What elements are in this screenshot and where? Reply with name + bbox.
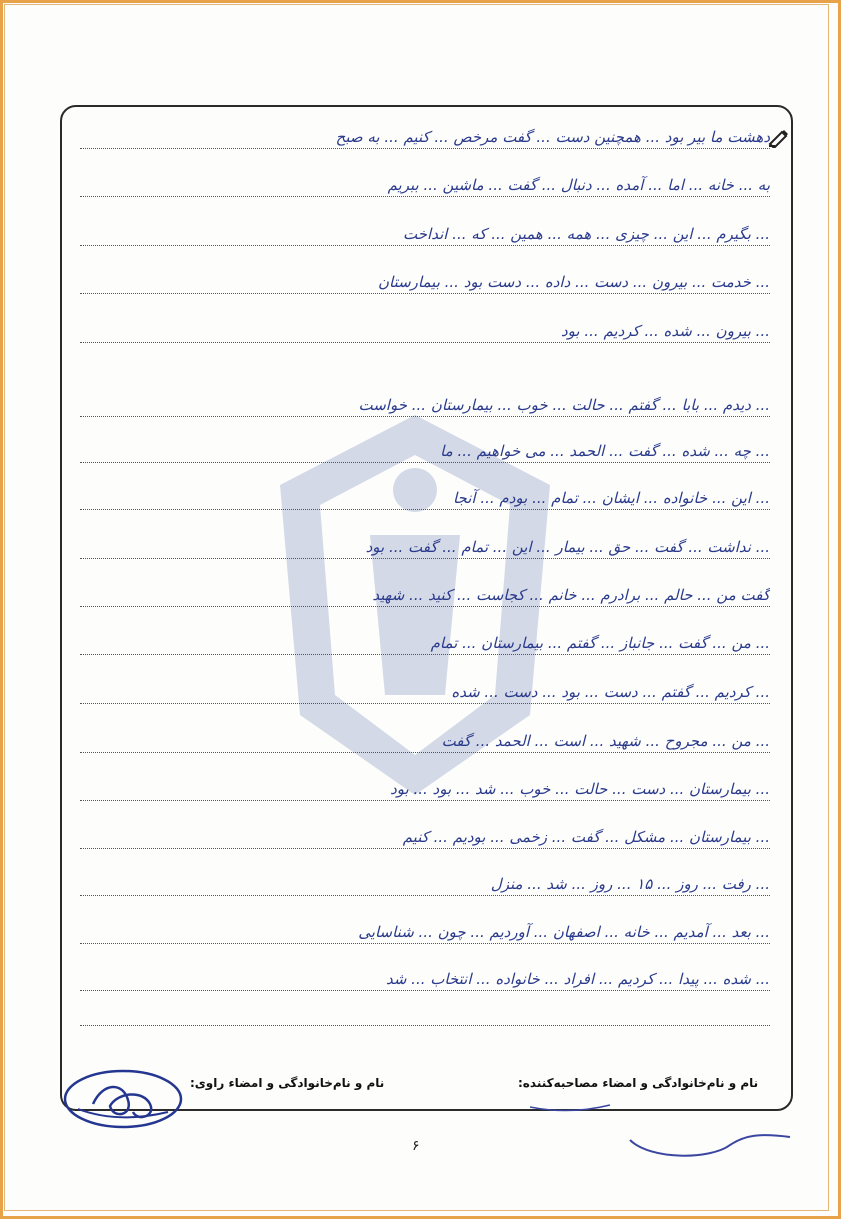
ruled-line — [80, 245, 770, 246]
ruled-line — [80, 703, 770, 704]
ruled-line — [80, 293, 770, 294]
handwritten-line: ... شده ... پیدا ... کردیم ... افراد ... خانواده ... انتخاب ... شد — [385, 970, 770, 988]
ruled-line — [80, 848, 770, 849]
handwritten-line: ... بیمارستان ... مشکل ... گفت ... زخمی ... بودیم ... کنیم — [402, 828, 770, 846]
ruled-line — [80, 148, 770, 149]
handwritten-line: دهشت ما بیر بود ... همچنین دست ... گفت مرخص ... کنیم ... به صبح — [335, 128, 770, 146]
writing-area — [60, 105, 793, 1111]
ruled-line — [80, 1025, 770, 1026]
ruled-line — [80, 990, 770, 991]
pen-writing-icon — [767, 128, 791, 148]
ruled-line — [80, 509, 770, 510]
handwritten-line: ... بعد ... آمدیم ... خانه ... اصفهان ... آوردیم ... چون ... شناسایی — [358, 923, 770, 941]
handwritten-line: ... نداشت ... گفت ... حق ... بیمار ... این ... تمام ... گفت ... بود — [365, 538, 770, 556]
ruled-line — [80, 462, 770, 463]
ruled-line — [80, 558, 770, 559]
handwritten-line: ... این ... خانواده ... ایشان ... تمام ... بودم ... آنجا — [452, 489, 770, 507]
handwritten-line: ... بگیرم ... این ... چیزی ... همه ... همین ... که ... انداخت — [403, 225, 770, 243]
page-number: ۶ — [412, 1138, 420, 1154]
ruled-line — [80, 196, 770, 197]
ruled-line — [80, 752, 770, 753]
handwritten-line: ... بیمارستان ... دست ... حالت ... خوب ... شد ... بود ... بود — [390, 780, 770, 798]
handwritten-line: ... رفت ... روز ... ۱۵ ... روز ... شد ... منزل — [490, 875, 770, 893]
interviewer-signature-label: نام و نام‌خانوادگی و امضاء مصاحبه‌کننده: — [518, 1076, 759, 1090]
ruled-line — [80, 943, 770, 944]
ruled-line — [80, 800, 770, 801]
handwritten-line: ... خدمت ... بیرون ... دست ... داده ... دست بود ... بیمارستان — [378, 273, 770, 291]
ruled-line — [80, 342, 770, 343]
handwritten-line: ... دیدم ... بابا ... گفتم ... حالت ... خوب ... بیمارستان ... خواست — [358, 396, 770, 414]
ruled-line — [80, 606, 770, 607]
handwritten-line: به ... خانه ... اما ... آمده ... دنبال ... گفت ... ماشین ... ببریم — [387, 176, 770, 194]
handwritten-line: ... چه ... شده ... گفت ... الحمد ... می خواهیم ... ما — [440, 442, 770, 460]
handwritten-line: ... کردیم ... گفتم ... دست ... بود ... دست ... شده — [451, 683, 770, 701]
handwritten-line: ... بیرون ... شده ... کردیم ... بود — [561, 322, 770, 340]
handwritten-line: گفت من ... حالم ... برادرم ... خانم ... کجاست ... کنید ... شهید — [372, 586, 770, 604]
ruled-line — [80, 654, 770, 655]
narrator-signature-label: نام و نام‌خانوادگی و امضاء راوی: — [190, 1076, 385, 1090]
handwritten-line: ... من ... گفت ... جانباز ... گفتم ... بیمارستان ... تمام — [430, 634, 770, 652]
handwritten-line: ... من ... مجروح ... شهید ... است ... الحمد ... گفت — [441, 732, 770, 750]
ruled-line — [80, 895, 770, 896]
narrator-signature — [58, 1064, 188, 1134]
stray-pen-stroke — [530, 1085, 810, 1165]
ruled-line — [80, 416, 770, 417]
